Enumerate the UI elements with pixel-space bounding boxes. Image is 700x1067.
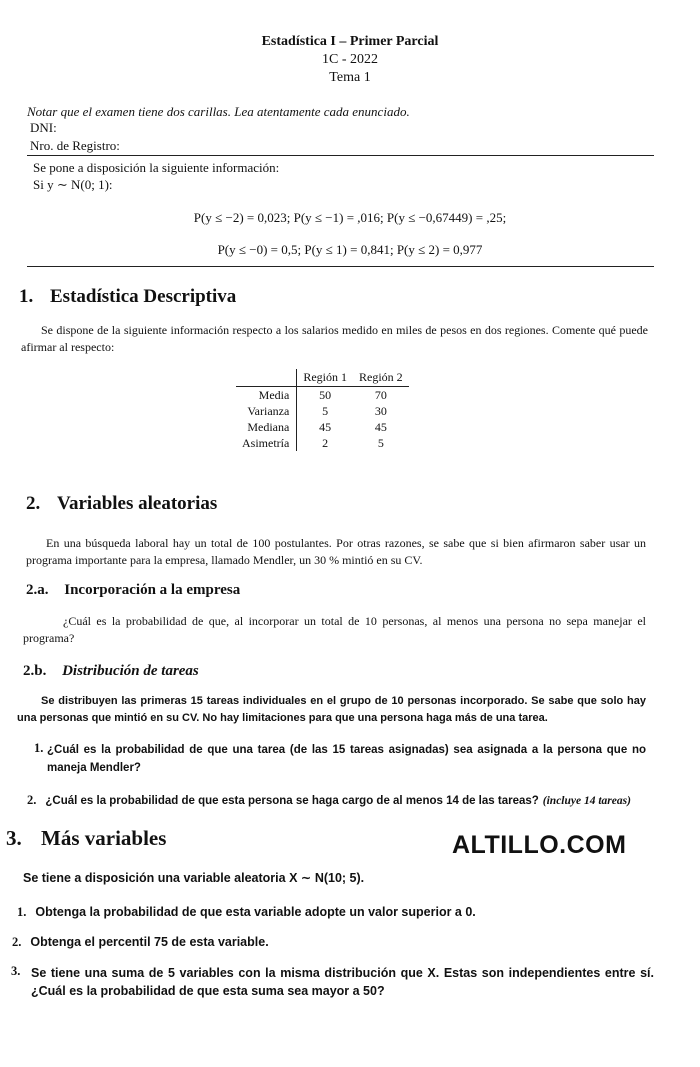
table-cell: 45 — [319, 419, 332, 434]
section-2b-number: 2.b. — [23, 663, 47, 679]
table-cell: 5 — [377, 435, 384, 450]
item-number: 1. — [17, 905, 27, 919]
info-formula-line-2: P(y ≤ −0) = 0,5; P(y ≤ 1) = 0,841; P(y ≤ 2) = 0,977 — [217, 242, 483, 257]
section-3-item-1 — [17, 903, 476, 921]
table-row — [236, 403, 409, 419]
item-note: (incluye 14 tareas) — [542, 795, 631, 807]
item-number: 2. — [27, 793, 37, 807]
exam-theme: Tema 1 — [329, 70, 371, 85]
table-cell: 70 — [374, 387, 387, 402]
row-label: Asimetría — [236, 435, 297, 451]
table-row — [236, 419, 409, 435]
item-text: ¿Cuál es la probabilidad de que una tarea (de las 15 tareas asignadas) sea asignada a la persona que no maneja Mendler? — [47, 744, 646, 774]
exam-term: 1C - 2022 — [322, 52, 378, 67]
section-3-text: Se tiene a disposición una variable aleatoria X ∼ N(10; 5). — [23, 871, 365, 885]
watermark-text: ALTILLO.COM — [452, 831, 627, 859]
info-intro: Se pone a disposición la siguiente información: — [33, 160, 280, 175]
table-row — [236, 435, 409, 451]
table-cell: 5 — [322, 403, 329, 418]
item-text: Se tiene una suma de 5 variables con la misma distribución que X. Estas son independientes entre sí. ¿Cuál es la probabilidad de que esta suma sea mayor a 50? — [31, 966, 654, 998]
section-2-number: 2. — [26, 493, 41, 514]
section-3-item-2 — [12, 933, 269, 951]
section-1-heading — [19, 286, 236, 308]
section-2b-text: Se distribuyen las primeras 15 tareas individuales en el grupo de 10 personas incorporado. Se sabe que solo hay una personas que mintió en su CV. No hay limitaciones para que una persona haga más de una tarea. — [17, 695, 646, 724]
section-2b-item-2 — [27, 791, 649, 810]
row-label: Varianza — [236, 403, 297, 419]
stats-col-region-2: Región 2 — [353, 369, 409, 387]
section-3-item-3 — [11, 964, 654, 1000]
info-divider — [27, 266, 654, 267]
section-2a-number: 2.a. — [26, 582, 49, 598]
row-label: Media — [236, 387, 297, 404]
section-3-title: Más variables — [41, 826, 167, 850]
section-3-number: 3. — [6, 826, 22, 850]
info-formula-line-1: P(y ≤ −2) = 0,023; P(y ≤ −1) = ,016; P(y ≤ −0,67449) = ,25; — [193, 210, 507, 225]
section-1-number: 1. — [19, 286, 34, 307]
section-2b-title: Distribución de tareas — [62, 663, 199, 679]
registro-field-label: Nro. de Registro: — [30, 138, 120, 153]
row-label: Mediana — [236, 419, 297, 435]
item-number: 2. — [12, 935, 22, 949]
item-number: 1. — [34, 741, 44, 755]
table-cell: 50 — [319, 387, 332, 402]
section-1-text: Se dispone de la siguiente información respecto a los salarios medido en miles de pesos en dos regiones. Comente qué puede afirmar al respecto: — [21, 323, 648, 354]
info-distribution: Si y ∼ N(0; 1): — [33, 177, 113, 192]
section-2-title: Variables aleatorias — [57, 493, 218, 514]
stats-table-corner — [236, 369, 297, 387]
table-row — [236, 387, 409, 404]
section-2a-heading — [26, 582, 240, 599]
dni-field-label: DNI: — [30, 120, 57, 135]
table-cell: 30 — [374, 403, 387, 418]
table-cell: 45 — [374, 419, 387, 434]
section-3-heading — [6, 826, 166, 851]
section-2b-item-1 — [34, 741, 646, 777]
stats-table — [236, 369, 409, 451]
section-2-text: En una búsqueda laboral hay un total de 100 postulantes. Por otras razones, se sabe que si bien afirmaron saber usar un programa importante para la empresa, llamado Mendler, un 30 % mintió en su CV. — [26, 536, 646, 567]
item-text: ¿Cuál es la probabilidad de que esta persona se haga cargo de al menos 14 de las tareas? — [45, 795, 539, 807]
section-2a-text: ¿Cuál es la probabilidad de que, al incorporar un total de 10 personas, al menos una persona no sepa manejar el programa? — [23, 614, 646, 645]
section-2-heading — [26, 493, 217, 515]
exam-notice: Notar que el examen tiene dos carillas. Lea atentamente cada enunciado. — [27, 104, 410, 119]
section-2a-title: Incorporación a la empresa — [64, 582, 241, 598]
section-1-title: Estadística Descriptiva — [50, 286, 237, 307]
section-2b-heading — [23, 663, 199, 680]
exam-title: Estadística I – Primer Parcial — [261, 34, 439, 49]
item-text: Obtenga la probabilidad de que esta variable adopte un valor superior a 0. — [35, 905, 476, 919]
header-divider — [27, 155, 654, 156]
item-number: 3. — [11, 964, 21, 978]
item-text: Obtenga el percentil 75 de esta variable. — [30, 935, 269, 949]
table-cell: 2 — [322, 435, 329, 450]
stats-table-header — [236, 369, 409, 387]
stats-col-region-1: Región 1 — [297, 369, 353, 387]
